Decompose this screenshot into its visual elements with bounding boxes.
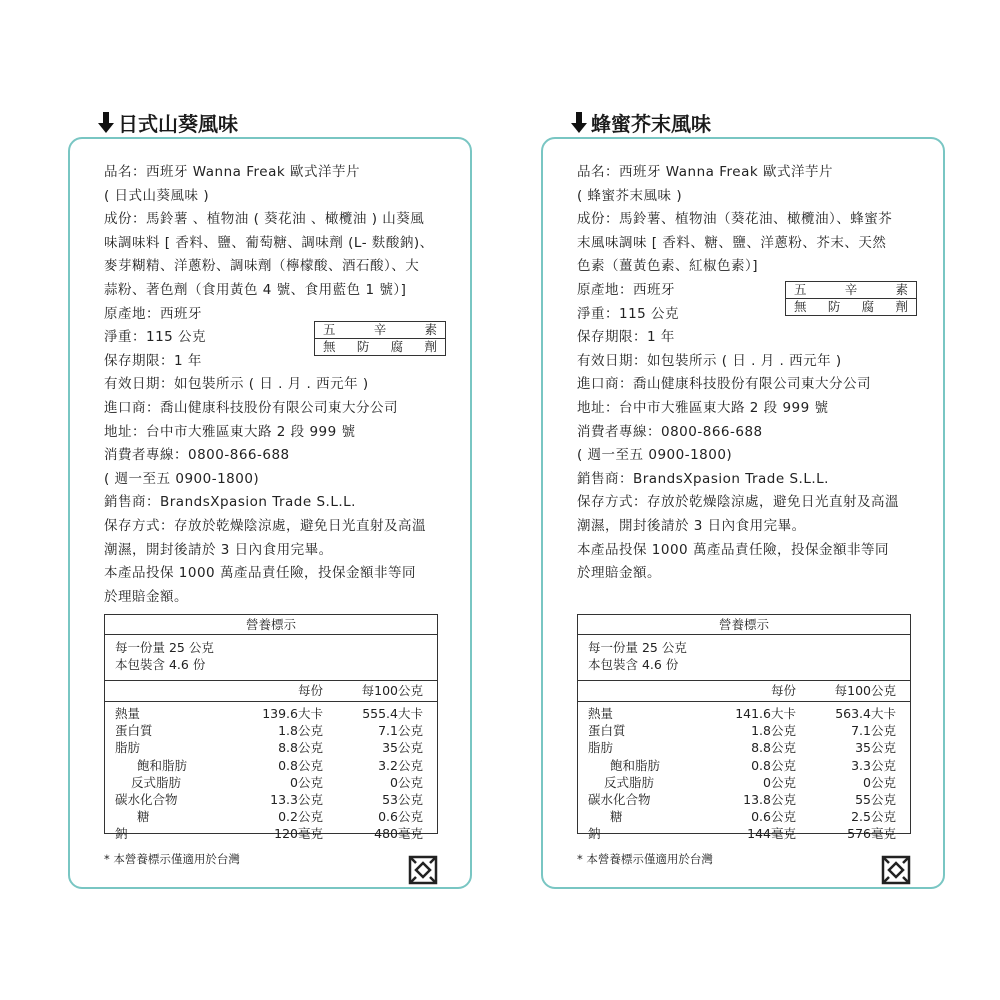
info-line: 本產品投保 1000 萬產品責任險，投保金額非等同	[577, 541, 889, 558]
nutrient-name: 碳水化合物	[115, 791, 178, 807]
flavor-heading-text: 日式山葵風味	[118, 112, 238, 136]
info-line: 進口商：喬山健康科技股份有限公司東大分公司	[577, 376, 871, 393]
product-info-list	[104, 161, 454, 609]
recycle-icon	[881, 855, 911, 885]
nutrition-row	[105, 808, 437, 825]
stamp-char: 防	[827, 299, 841, 314]
info-line: 蒜粉、著色劑（食用黃色 4 號、食用藍色 1 號）]	[104, 281, 407, 298]
info-line: 品名：西班牙 Wanna Freak 歐式洋芋片	[104, 164, 360, 180]
info-line: 銷售商：BrandsXpasion Trade S.L.L.	[577, 470, 829, 487]
info-line: 淨重：115 公克	[104, 329, 207, 346]
column-per-serving: 每份	[770, 683, 796, 698]
info-line: 淨重：115 公克	[577, 305, 680, 322]
nutrient-name: 鈉	[115, 826, 128, 842]
info-line: 成份：馬鈴薯、植物油（葵花油、橄欖油）、蜂蜜芥	[577, 211, 893, 228]
nutrition-row	[578, 722, 910, 739]
stamp-char: 五	[794, 282, 807, 297]
nutrition-row	[578, 705, 910, 722]
value-per-100g: 576毫克	[847, 826, 896, 842]
serving-size: 每一份量 25 公克	[115, 640, 214, 655]
nutrient-name: 熱量	[588, 706, 614, 721]
nutrition-row	[578, 791, 910, 808]
nutrient-name: 反式脂肪	[131, 774, 182, 790]
value-per-serving: 1.8公克	[278, 723, 323, 739]
nutrient-name: 糖	[610, 809, 623, 825]
label-card	[541, 137, 945, 889]
info-line: 進口商：喬山健康科技股份有限公司東大分公司	[104, 399, 398, 416]
value-per-100g: 0公克	[390, 774, 423, 790]
stamp-row-vegan	[315, 322, 445, 338]
stamp-char: 劑	[424, 339, 437, 354]
value-per-serving: 1.8公克	[751, 723, 796, 739]
value-per-serving: 0公克	[290, 774, 323, 790]
nutrient-name: 蛋白質	[588, 723, 626, 739]
value-per-100g: 3.2公克	[378, 757, 423, 773]
info-line: 消費者專線：0800-866-688	[104, 447, 290, 464]
info-line: 消費者專線：0800-866-688	[577, 423, 763, 440]
value-per-serving: 13.8公克	[743, 791, 796, 807]
value-per-100g: 35公克	[855, 740, 896, 756]
value-per-serving: 0公克	[763, 774, 796, 790]
value-per-100g: 55公克	[855, 791, 896, 807]
info-line: 潮濕，開封後請於 3 日內食用完畢。	[577, 517, 806, 534]
nutrition-footnote: * 本營養標示僅適用於台灣	[577, 852, 713, 866]
info-line: 銷售商：BrandsXpasion Trade S.L.L.	[104, 494, 356, 511]
stamp-char: 辛	[373, 322, 387, 337]
value-per-serving: 0.8公克	[278, 757, 323, 773]
value-per-100g: 480毫克	[374, 826, 423, 842]
label-card	[68, 137, 472, 889]
flavor-heading	[98, 108, 238, 137]
serving-info	[105, 635, 437, 681]
value-per-100g: 555.4大卡	[362, 706, 423, 721]
value-per-100g: 3.3公克	[851, 757, 896, 773]
nutrition-row	[105, 739, 437, 756]
flavor-heading-text: 蜂蜜芥末風味	[591, 112, 711, 136]
value-per-100g: 563.4大卡	[835, 706, 896, 721]
nutrition-row	[105, 757, 437, 774]
stamp-char: 素	[895, 282, 908, 297]
nutrient-name: 脂肪	[588, 740, 614, 756]
info-line: 保存方式：存放於乾燥陰涼處，避免日光直射及高溫	[104, 517, 426, 534]
info-line: 麥芽糊精、洋蔥粉、調味劑（檸檬酸、酒石酸）、大	[104, 258, 420, 275]
nutrition-column-header	[105, 681, 437, 702]
flavor-heading	[571, 108, 711, 137]
nutrient-name: 碳水化合物	[588, 791, 651, 807]
value-per-100g: 53公克	[382, 791, 423, 807]
info-line: 保存方式：存放於乾燥陰涼處，避免日光直射及高溫	[577, 494, 899, 511]
recycle-icon	[408, 855, 438, 885]
nutrient-name: 糖	[137, 809, 150, 825]
info-line: 地址：台中市大雅區東大路 2 段 999 號	[104, 423, 356, 440]
info-line: 保存期限：1 年	[104, 352, 202, 369]
stamp-char: 無	[323, 339, 336, 354]
nutrition-row	[105, 825, 437, 842]
value-per-serving: 0.2公克	[278, 809, 323, 825]
nutrition-row	[578, 757, 910, 774]
nutrition-rows	[578, 702, 910, 843]
column-per-100g: 每100公克	[834, 683, 896, 698]
info-line: 保存期限：1 年	[577, 329, 675, 346]
stamp-row-no-preservatives	[315, 338, 445, 355]
servings-per-pack: 本包裝含 4.6 份	[588, 657, 679, 672]
value-per-serving: 13.3公克	[270, 791, 323, 807]
stamp-char: 素	[424, 322, 437, 337]
info-line: ( 日式山葵風味 )	[104, 187, 210, 204]
info-line: 末風味調味 [ 香料、糖、鹽、洋蔥粉、芥末、天然	[577, 234, 887, 251]
nutrition-row	[105, 722, 437, 739]
info-line: 有效日期：如包裝所示 ( 日 . 月 . 西元年 )	[577, 352, 842, 369]
stamp-char: 腐	[861, 299, 875, 314]
nutrient-name: 脂肪	[115, 740, 141, 756]
stamp-char: 劑	[895, 299, 908, 314]
nutrition-row	[578, 739, 910, 756]
nutrition-column-header	[578, 681, 910, 702]
nutrition-row	[578, 808, 910, 825]
down-arrow-icon	[98, 112, 114, 134]
info-line: 於理賠金額。	[104, 588, 188, 605]
info-line: 品名：西班牙 Wanna Freak 歐式洋芋片	[577, 164, 833, 180]
value-per-serving: 120毫克	[274, 826, 323, 842]
vegan-preservative-free-stamp	[314, 321, 446, 356]
nutrition-row	[578, 825, 910, 842]
column-per-serving: 每份	[297, 683, 323, 698]
serving-info	[578, 635, 910, 681]
nutrition-title: 營養標示	[105, 615, 437, 635]
nutrition-row	[105, 791, 437, 808]
nutrition-footnote: * 本營養標示僅適用於台灣	[104, 852, 240, 866]
value-per-serving: 8.8公克	[278, 740, 323, 756]
info-line: ( 週一至五 0900-1800)	[577, 447, 733, 464]
servings-per-pack: 本包裝含 4.6 份	[115, 657, 206, 672]
value-per-100g: 0.6公克	[378, 809, 423, 825]
serving-size: 每一份量 25 公克	[588, 640, 687, 655]
stamp-row-vegan	[786, 282, 916, 298]
down-arrow-icon	[571, 112, 587, 134]
value-per-serving: 139.6大卡	[262, 706, 323, 721]
info-line: 於理賠金額。	[577, 565, 661, 582]
value-per-100g: 0公克	[863, 774, 896, 790]
value-per-serving: 8.8公克	[751, 740, 796, 756]
value-per-100g: 35公克	[382, 740, 423, 756]
value-per-serving: 0.8公克	[751, 757, 796, 773]
column-per-100g: 每100公克	[361, 683, 423, 698]
info-line: 成份：馬鈴薯 、植物油 ( 葵花油 、橄欖油 ) 山葵風	[104, 211, 425, 228]
value-per-serving: 144毫克	[747, 826, 796, 842]
stamp-char: 腐	[390, 339, 404, 354]
vegan-preservative-free-stamp	[785, 281, 917, 316]
stamp-row-no-preservatives	[786, 298, 916, 315]
stamp-char: 五	[323, 322, 336, 337]
value-per-100g: 7.1公克	[378, 723, 423, 739]
info-line: 味調味料 [ 香料、鹽、葡萄糖、調味劑 (L- 麩酸鈉)、	[104, 234, 434, 251]
info-line: ( 蜂蜜芥末風味 )	[577, 187, 683, 204]
nutrient-name: 熱量	[115, 706, 141, 721]
product-info-list	[577, 161, 927, 586]
value-per-100g: 2.5公克	[851, 809, 896, 825]
stamp-char: 防	[356, 339, 370, 354]
nutrient-name: 飽和脂肪	[137, 757, 188, 773]
info-line: 有效日期：如包裝所示 ( 日 . 月 . 西元年 )	[104, 376, 369, 393]
nutrition-row	[578, 774, 910, 791]
stamp-char: 辛	[844, 282, 858, 297]
info-line: 本產品投保 1000 萬產品責任險，投保金額非等同	[104, 565, 416, 582]
info-line: 色素（薑黃色素、紅椒色素）]	[577, 258, 759, 275]
nutrition-row	[105, 774, 437, 791]
info-line: 潮濕，開封後請於 3 日內食用完畢。	[104, 541, 333, 558]
value-per-100g: 7.1公克	[851, 723, 896, 739]
value-per-serving: 0.6公克	[751, 809, 796, 825]
info-line: 原產地：西班牙	[104, 305, 202, 322]
value-per-serving: 141.6大卡	[735, 706, 796, 721]
nutrition-facts-table	[577, 614, 911, 842]
nutrient-name: 飽和脂肪	[610, 757, 661, 773]
info-line: 原產地：西班牙	[577, 281, 675, 298]
nutrition-title: 營養標示	[578, 615, 910, 635]
stamp-char: 無	[794, 299, 807, 314]
nutrition-row	[105, 705, 437, 722]
info-line: 地址：台中市大雅區東大路 2 段 999 號	[577, 399, 829, 416]
info-line: ( 週一至五 0900-1800)	[104, 470, 260, 487]
nutrient-name: 蛋白質	[115, 723, 153, 739]
nutrition-facts-table	[104, 614, 438, 842]
nutrition-rows	[105, 702, 437, 843]
nutrient-name: 反式脂肪	[604, 774, 655, 790]
nutrient-name: 鈉	[588, 826, 601, 842]
